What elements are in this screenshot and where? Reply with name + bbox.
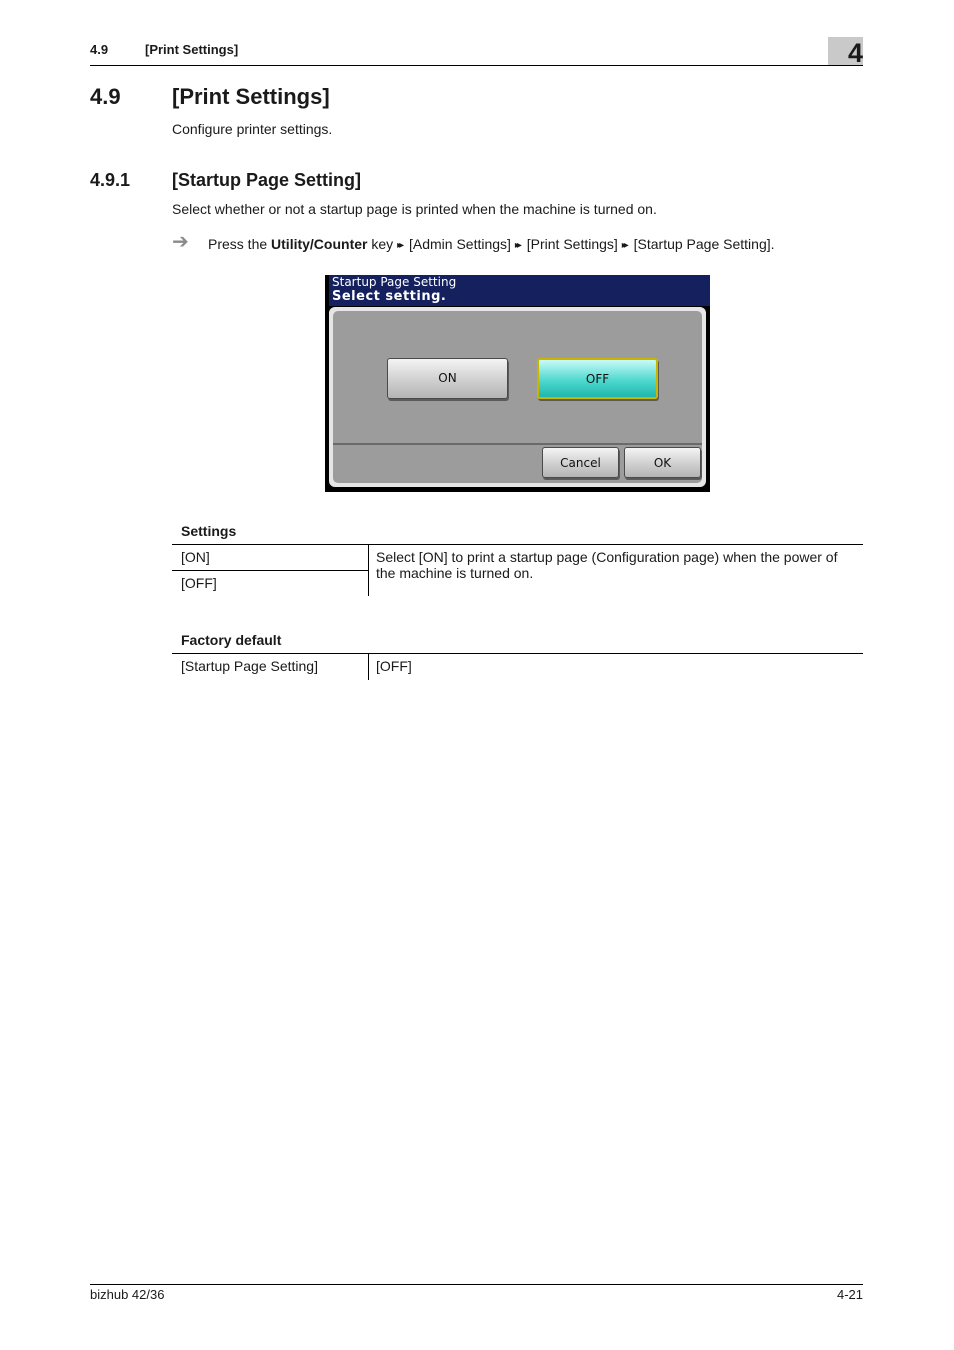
step-path-2: [Print Settings]	[526, 236, 618, 252]
section-title: [Print Settings]	[172, 84, 330, 109]
settings-row-off: [OFF]	[181, 575, 217, 591]
step-path-1: [Admin Settings]	[409, 236, 511, 252]
settings-table-label: Settings	[181, 523, 237, 539]
factory-default-key: [Startup Page Setting]	[181, 658, 318, 674]
section-intro: Configure printer settings.	[172, 121, 333, 137]
screen-instruction: Select setting.	[332, 289, 447, 304]
subsection-number: 4.9.1	[90, 170, 131, 190]
step-prefix: Press the	[208, 236, 272, 252]
off-button[interactable]: OFF	[537, 358, 658, 399]
path-separator-icon: ▸▸	[621, 240, 626, 251]
ok-button[interactable]: OK	[624, 447, 701, 478]
footer-product: bizhub 42/36	[90, 1287, 165, 1302]
header-rule	[90, 65, 863, 66]
step-key: Utility/Counter	[271, 236, 368, 252]
footer-rule	[90, 1284, 863, 1285]
footer-page-number: 4-21	[836, 1287, 863, 1302]
step-arrow-icon: ➔	[172, 231, 189, 253]
table-divider	[368, 544, 369, 596]
factory-default-label: Factory default	[181, 632, 282, 648]
settings-description: Select [ON] to print a startup page (Configuration page) when the power of the machine is turned on.	[376, 549, 838, 581]
step-instruction	[208, 236, 775, 252]
option-panel	[333, 311, 702, 445]
screen-title-bar	[329, 275, 710, 306]
on-button[interactable]: ON	[387, 358, 508, 399]
step-key-suffix: key	[367, 236, 394, 252]
running-header-title: [Print Settings]	[145, 42, 239, 57]
path-separator-icon: ▸▸	[397, 240, 402, 251]
step-path-3: [Startup Page Setting].	[633, 236, 775, 252]
chapter-tab	[828, 37, 863, 68]
settings-row-on: [ON]	[181, 549, 210, 565]
screen-title: Startup Page Setting	[332, 275, 457, 289]
chapter-number: 4	[847, 38, 863, 68]
running-header-number: 4.9	[90, 42, 109, 57]
table-divider	[368, 653, 369, 680]
table-rule	[172, 544, 863, 545]
table-rule	[172, 570, 368, 571]
path-separator-icon: ▸▸	[514, 240, 519, 251]
subsection-description: Select whether or not a startup page is printed when the machine is turned on.	[172, 201, 657, 217]
table-rule	[172, 653, 863, 654]
screen-button-bar	[333, 445, 702, 483]
factory-default-value: [OFF]	[376, 658, 412, 674]
screen-frame	[329, 307, 706, 487]
section-number: 4.9	[90, 84, 121, 109]
subsection-title: [Startup Page Setting]	[172, 170, 362, 190]
control-panel-screen	[325, 275, 710, 492]
cancel-button[interactable]: Cancel	[542, 447, 619, 478]
